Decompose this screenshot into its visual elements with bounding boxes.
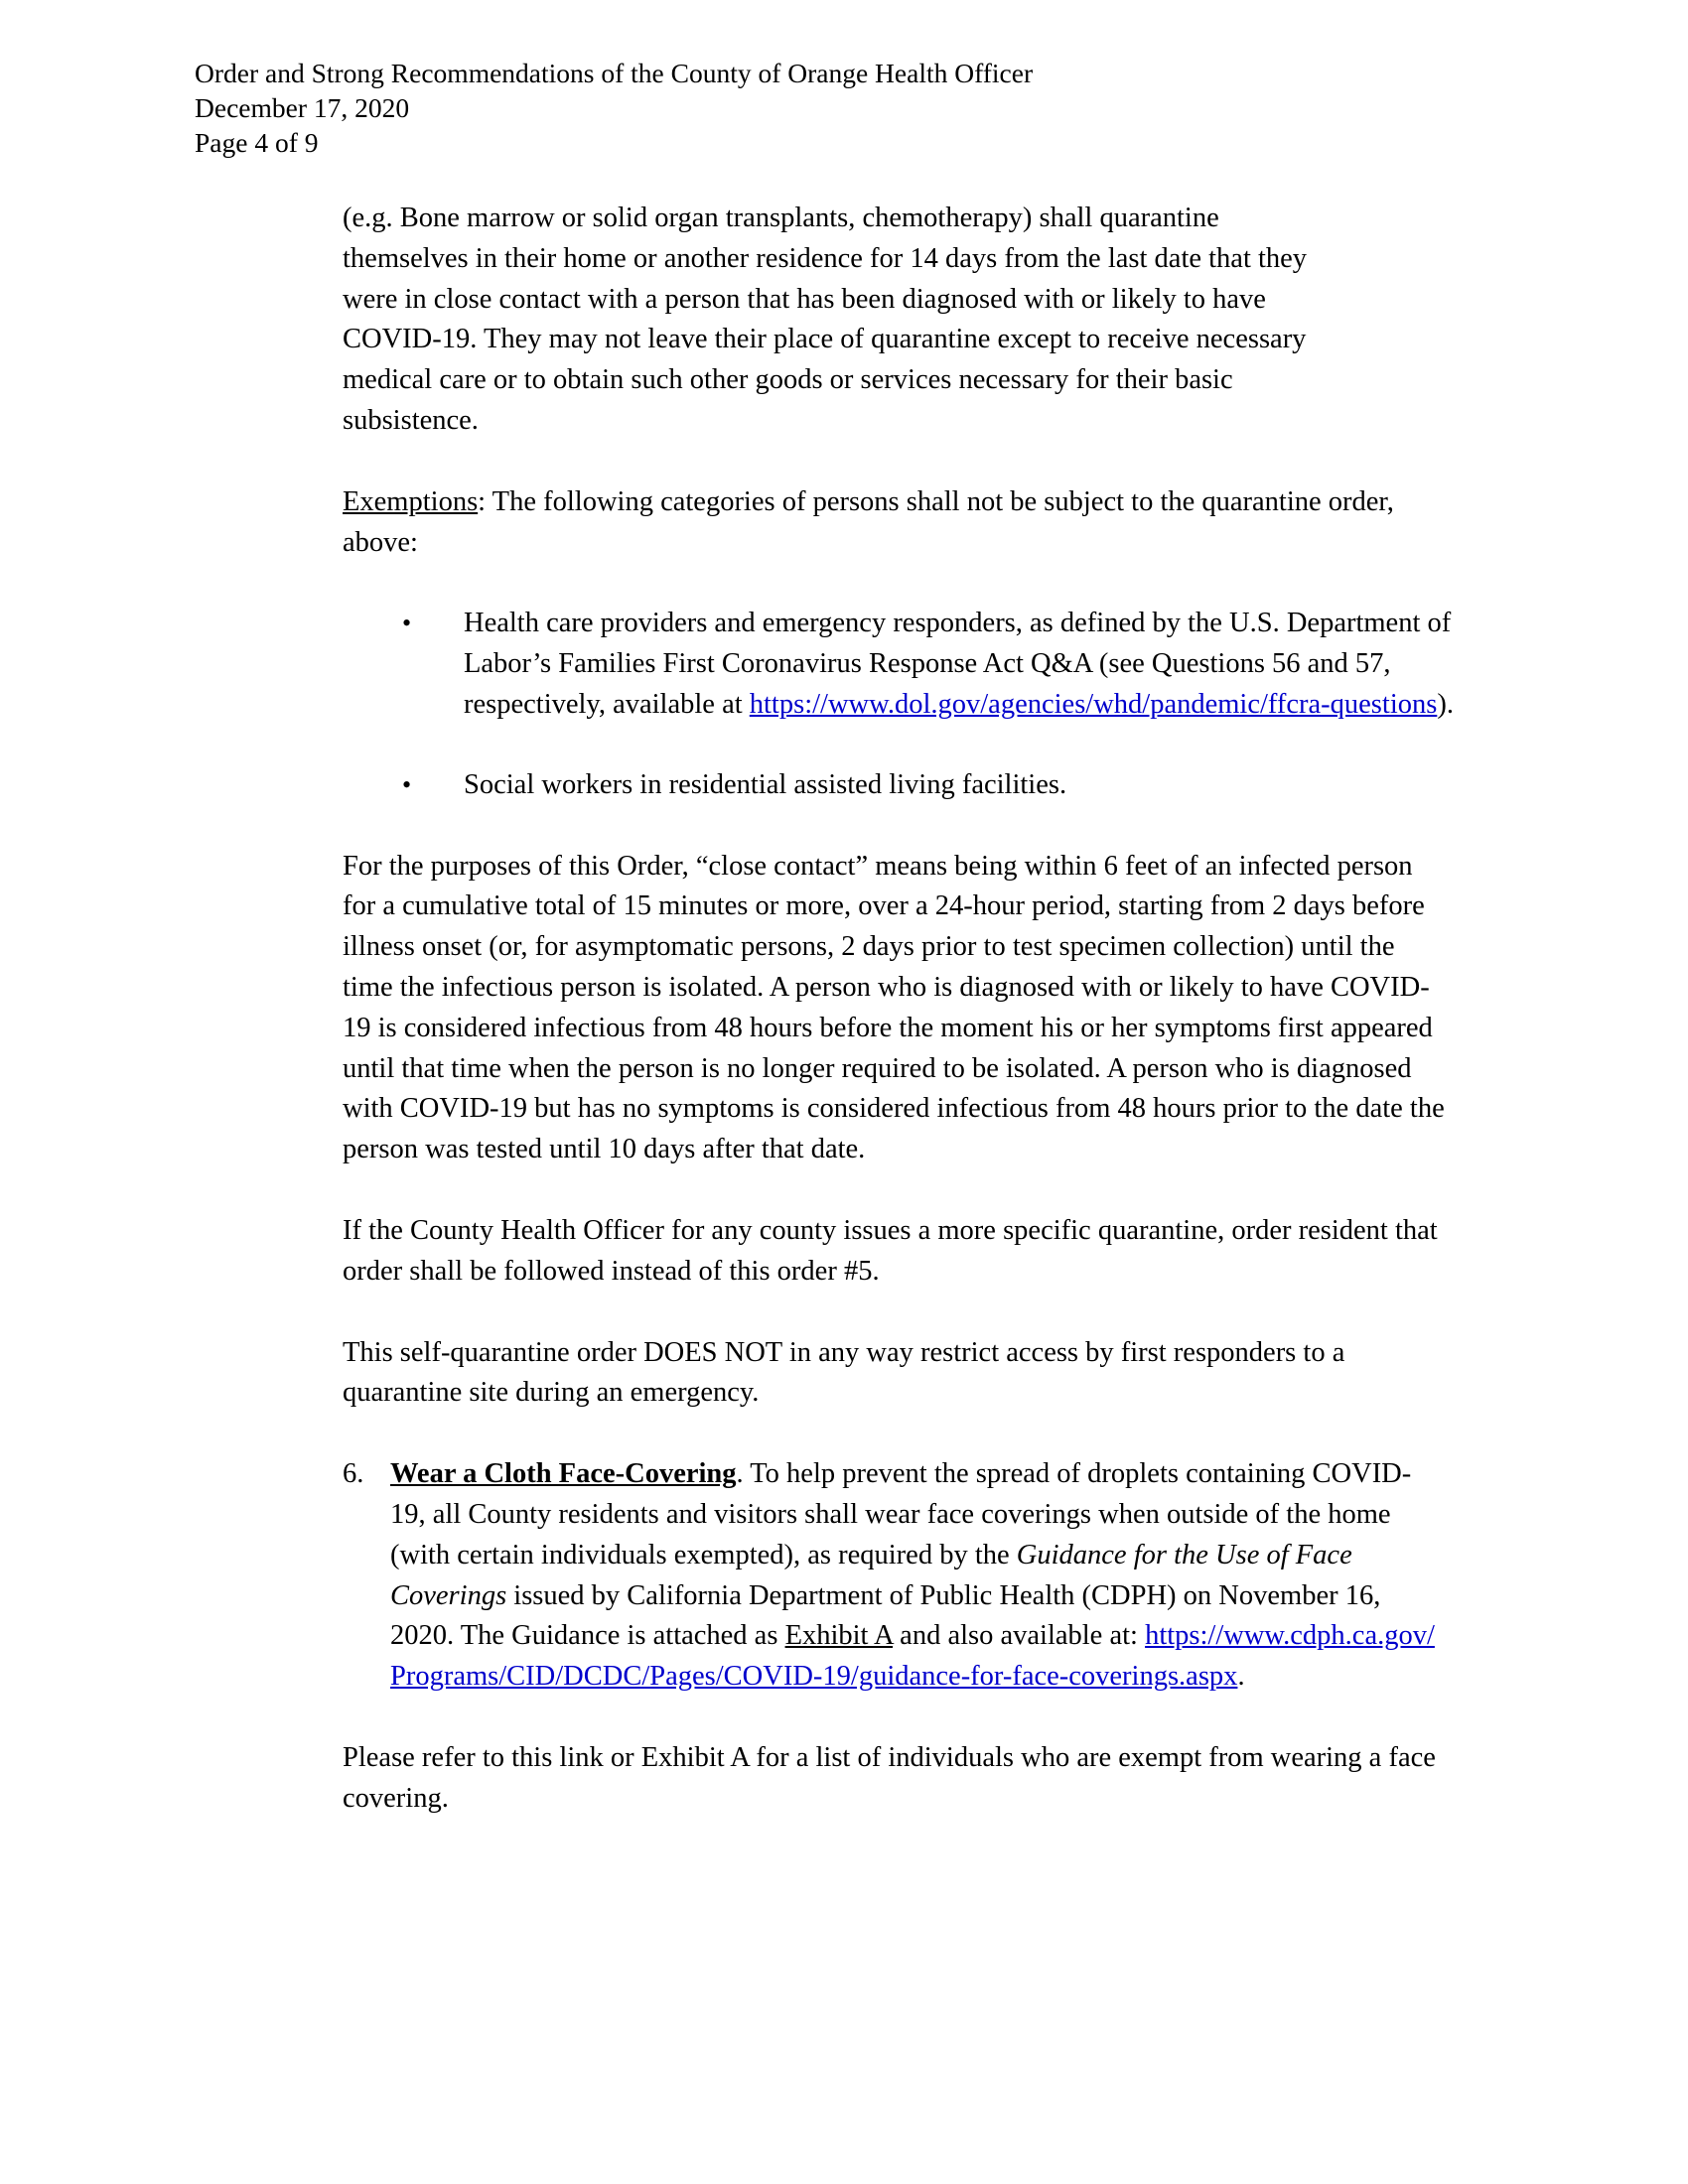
- header-page-line: Page 4 of 9: [195, 127, 319, 158]
- document-header: [195, 56, 1033, 160]
- close-contact-paragraph: For the purposes of this Order, “close contact” means being within 6 feet of an infected person for a cumulative total of 15 minutes or more, over a 24-hour period, starting from 2 days before illness onset (or, for asymptomatic persons, 2 days prior to test specimen collection) until the time the infectious person is isolated. A person who is diagnosed with or likely to have COVID-19 is considered infectious from 48 hours before the moment his or her symptoms first appeared until that time when the person is no longer required to be isolated. A person who is diagnosed with COVID-19 but has no symptoms is considered infectious from 48 hours prior to the date the person was tested until 10 days after that date.: [343, 850, 1445, 1165]
- dol-ffcra-link[interactable]: https://www.dol.gov/agencies/whd/pandemic/ffcra-questions: [749, 688, 1438, 720]
- item-number: 6.: [343, 1458, 364, 1490]
- item-6-text-3: and also available at:: [893, 1620, 1146, 1652]
- spacer: [343, 442, 1445, 482]
- list-item-text-tail: ).: [1437, 688, 1454, 720]
- ordered-item-6: [343, 1454, 1445, 1698]
- spacer: [343, 1414, 1445, 1454]
- item-6-heading: Wear a Cloth Face-Covering: [390, 1458, 737, 1490]
- exhibit-a-reference: Exhibit A: [784, 1620, 894, 1652]
- spacer: [343, 1170, 1445, 1211]
- header-date-line: December 17, 2020: [195, 92, 410, 123]
- item-6-text-2: issued by California Department of Public Health (CDPH) on November 16, 2020. The Guidance is attached as: [390, 1579, 1381, 1652]
- header-title-line: Order and Strong Recommendations of the County of Orange Health Officer: [195, 58, 1034, 88]
- county-health-officer-paragraph: If the County Health Officer for any county issues a more specific quarantine, order resident that order shall be followed instead of this order #5.: [343, 1214, 1438, 1287]
- exemptions-label: Exemptions: [343, 485, 479, 517]
- spacer: [343, 1293, 1445, 1333]
- cdph-face-coverings-link[interactable]: https://www.cdph.ca.gov/Programs/CID/DCDC/Pages/COVID-19/guidance-for-face-coverings.aspx: [390, 1620, 1435, 1693]
- spacer: [343, 1698, 1445, 1738]
- list-item-text: Social workers in residential assisted living facilities.: [464, 768, 1067, 800]
- list-item: [392, 765, 1467, 806]
- cdph-guidance-title: Guidance for the Use of Face Coverings: [390, 1539, 1352, 1611]
- closing-paragraph: Please refer to this link or Exhibit A for a list of individuals who are exempt from wearing a face covering.: [343, 1741, 1436, 1814]
- exemptions-list: [343, 604, 1454, 805]
- bullet-icon: •: [402, 769, 412, 799]
- document-body: [343, 199, 1454, 1820]
- spacer: [343, 806, 1445, 847]
- first-responders-paragraph: This self-quarantine order DOES NOT in any way restrict access by first responders to a quarantine site during an emergency.: [343, 1336, 1345, 1409]
- list-item-text: Health care providers and emergency responders, as defined by the U.S. Department of Labor’s Families First Coronavirus Response Act Q&A (see Questions 56 and 57, respectively, available at: [464, 608, 1452, 720]
- continuation-paragraph: (e.g. Bone marrow or solid organ transplants, chemotherapy) shall quarantine themselves in their home or another residence for 14 days from the last date that they were in close contact with a person that has been diagnosed with or likely to have COVID-19. They may not leave their place of quarantine except to receive necessary medical care or to obtain such other goods or services necessary for their basic subsistence.: [343, 203, 1308, 436]
- item-6-text-4: .: [1237, 1661, 1245, 1693]
- exemptions-lead-paragraph: [343, 482, 1445, 564]
- spacer: [343, 563, 1445, 604]
- bullet-icon: •: [402, 609, 412, 638]
- list-item: [392, 604, 1467, 725]
- exemptions-lead-in: : The following categories of persons shall not be subject to the quarantine order, above:: [343, 485, 1394, 558]
- item-6-text-1: . To help prevent the spread of droplets containing COVID-19, all County residents and visitors shall wear face coverings when outside of the home (with certain individuals exempted), as required by the: [390, 1458, 1412, 1570]
- item-6-paragraph: [390, 1454, 1445, 1698]
